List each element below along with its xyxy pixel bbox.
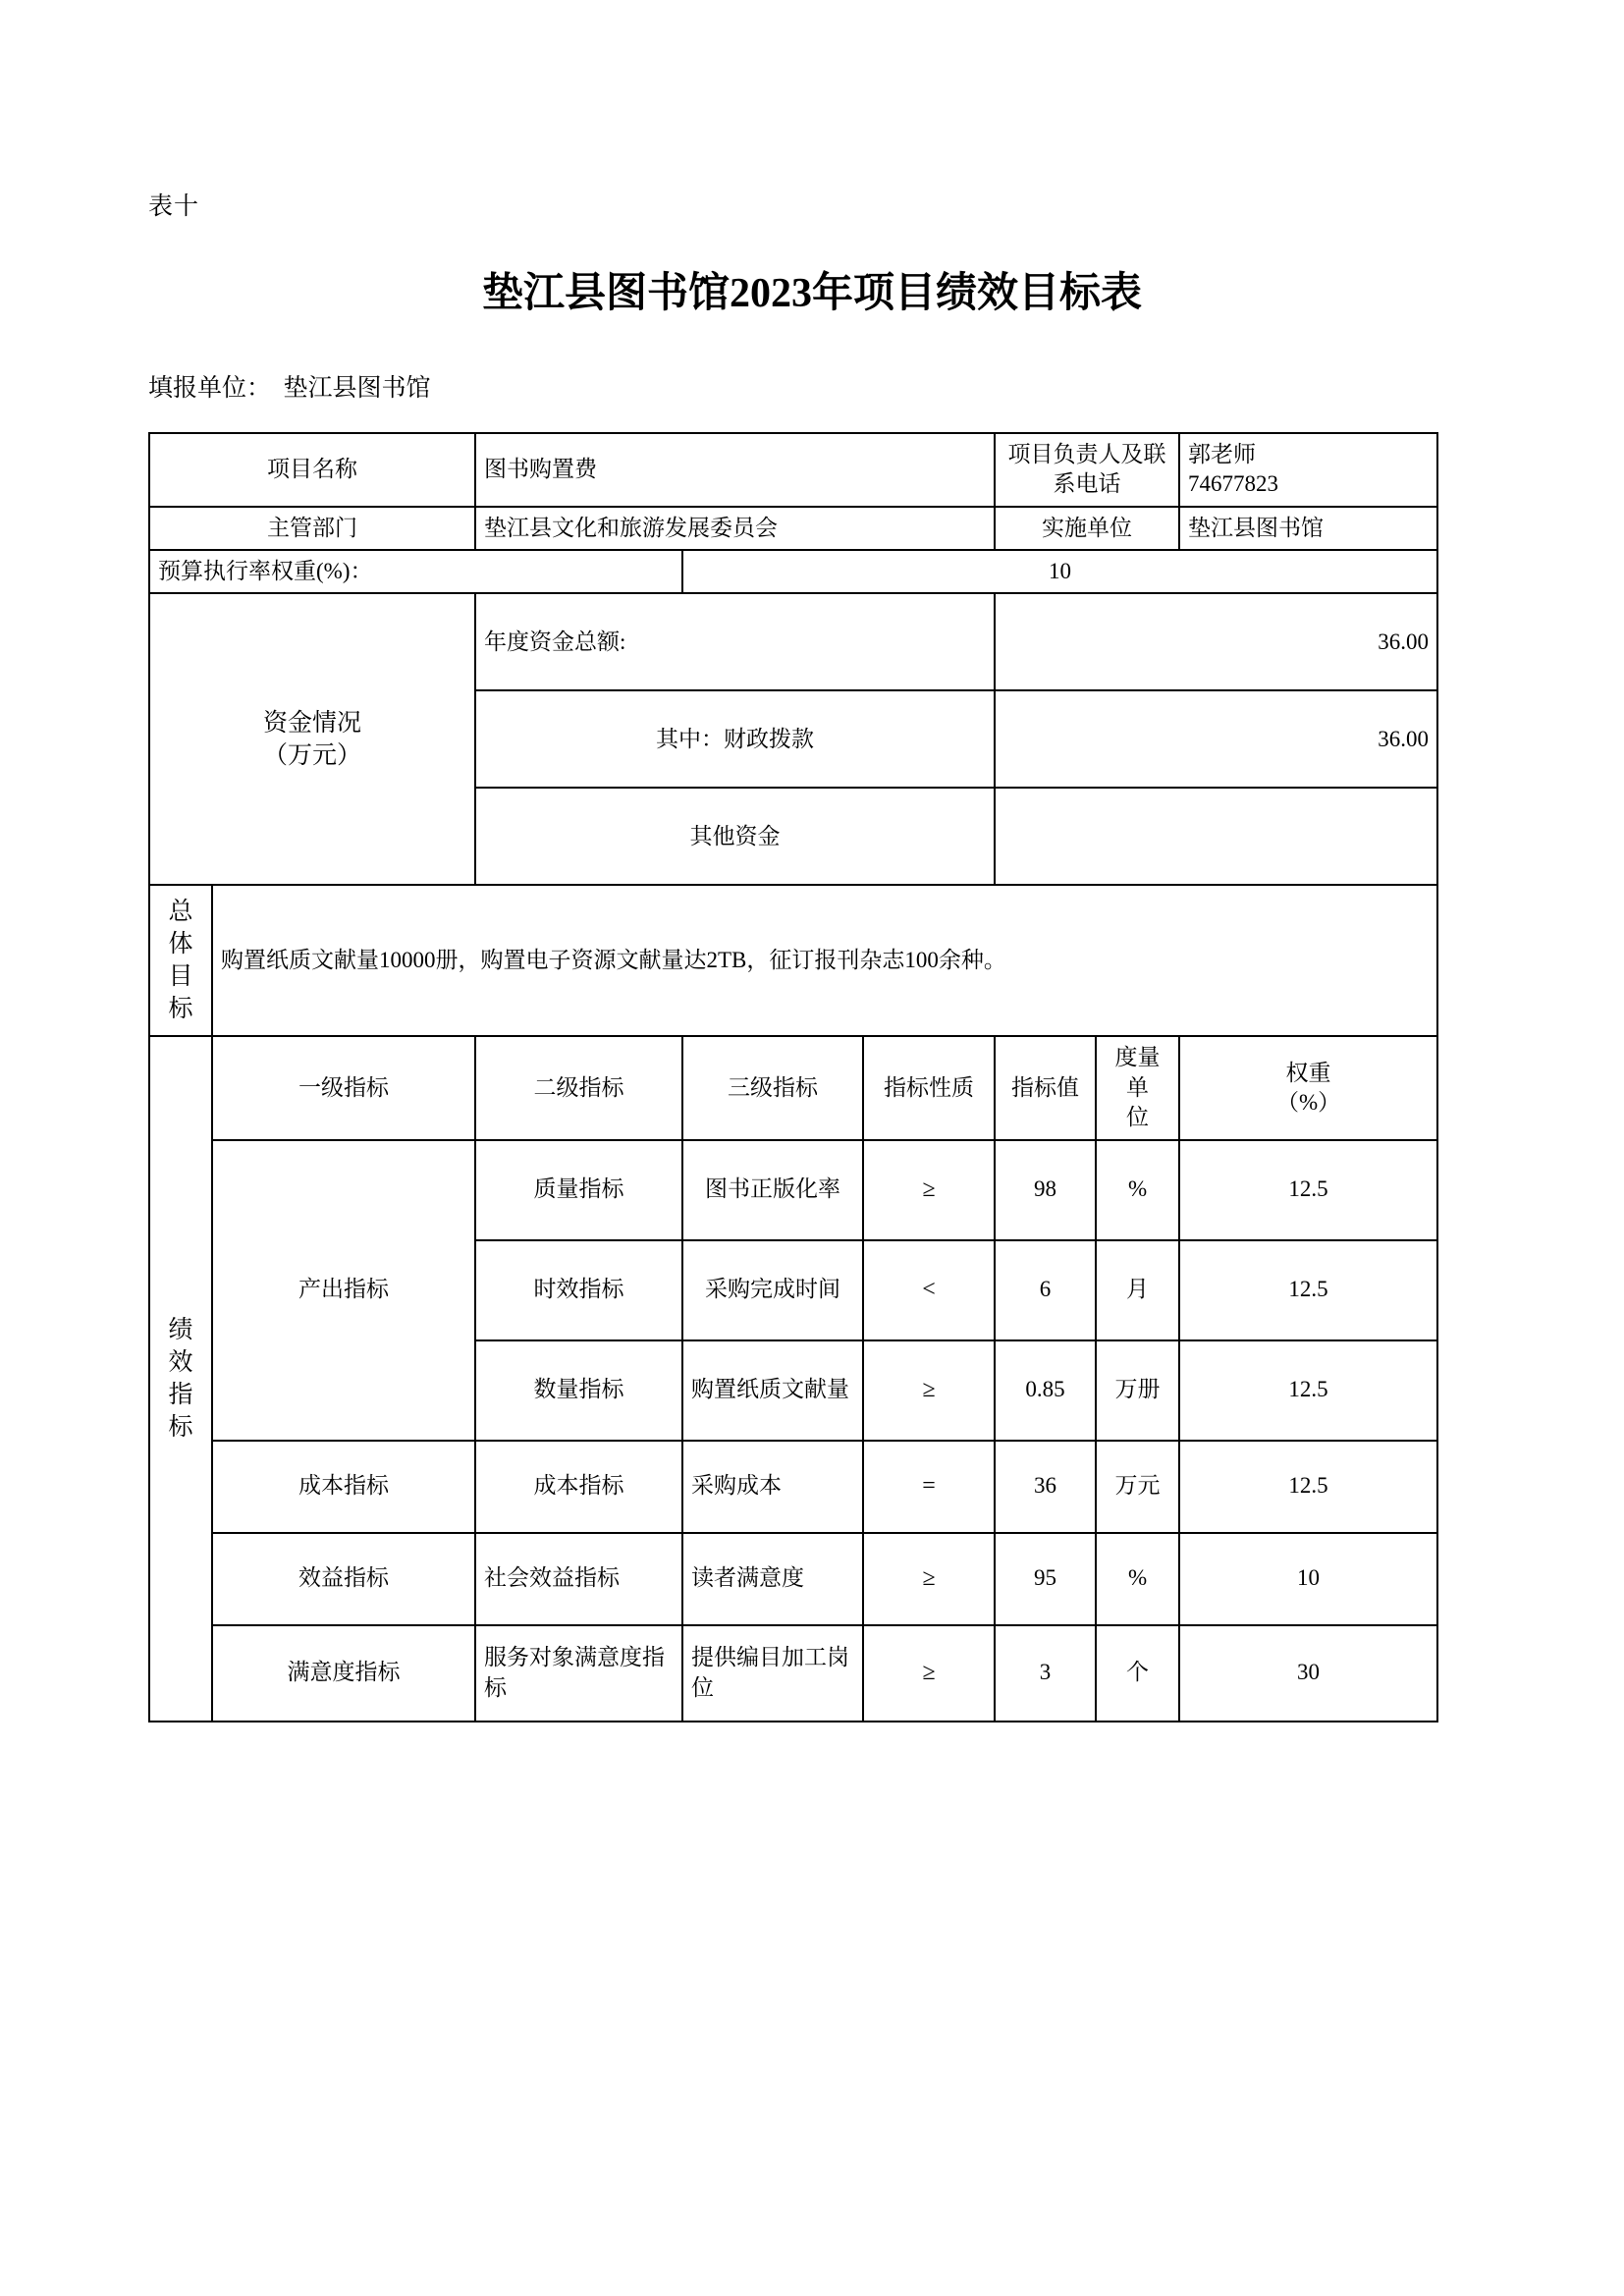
funds-section-label <box>149 593 475 885</box>
indicator-level3-0-2: 购置纸质文献量 <box>682 1340 863 1441</box>
table-row-department <box>149 507 1437 550</box>
header-nature: 指标性质 <box>863 1036 995 1139</box>
header-unit-line-1: 度量单 <box>1114 1045 1161 1100</box>
project-name-value: 图书购置费 <box>475 433 995 507</box>
budget-rate-value: 10 <box>682 550 1437 593</box>
indicator-nature-0-1: < <box>863 1240 995 1340</box>
header-level3: 三级指标 <box>682 1036 863 1139</box>
performance-target-table <box>148 432 1438 1722</box>
owner-value <box>1179 433 1437 507</box>
indicator-unit-0-2: 万册 <box>1096 1340 1179 1441</box>
header-weight <box>1179 1036 1437 1139</box>
indicator-level3-0-0: 图书正版化率 <box>682 1140 863 1240</box>
header-level2: 二级指标 <box>475 1036 682 1139</box>
overall-goal-label <box>149 885 212 1036</box>
header-value: 指标值 <box>995 1036 1096 1139</box>
dept-value: 垫江县文化和旅游发展委员会 <box>475 507 995 550</box>
indicator-value-0-2: 0.85 <box>995 1340 1096 1441</box>
indicator-level2-0-0: 质量指标 <box>475 1140 682 1240</box>
table-row-indicator-header <box>149 1036 1437 1139</box>
indicator-weight-0-0: 12.5 <box>1179 1140 1437 1240</box>
project-name-label: 项目名称 <box>149 433 475 507</box>
indicator-level3-0-1: 采购完成时间 <box>682 1240 863 1340</box>
indicator-value-0-1: 6 <box>995 1240 1096 1340</box>
indicator-weight-0-2: 12.5 <box>1179 1340 1437 1441</box>
indicator-level1-1: 成本指标 <box>212 1441 475 1533</box>
indicator-level1-3: 满意度指标 <box>212 1625 475 1722</box>
funds-label-line-2: （万元） <box>263 741 362 769</box>
indicator-value-0-0: 98 <box>995 1140 1096 1240</box>
indicator-nature-1-0: = <box>863 1441 995 1533</box>
indicator-value-3-0: 3 <box>995 1625 1096 1722</box>
indicator-nature-0-2: ≥ <box>863 1340 995 1441</box>
table-row-overall-goal <box>149 885 1437 1036</box>
funds-row-label-2: 其他资金 <box>475 788 995 885</box>
indicator-unit-0-1: 月 <box>1096 1240 1179 1340</box>
indicator-level1-2: 效益指标 <box>212 1533 475 1625</box>
table-row-budget-rate <box>149 550 1437 593</box>
fill-unit-label: 填报单位： <box>148 375 272 402</box>
performance-side-label <box>149 1036 212 1721</box>
indicator-value-1-0: 36 <box>995 1441 1096 1533</box>
funds-row-label-0: 年度资金总额: <box>475 593 995 690</box>
indicator-nature-2-0: ≥ <box>863 1533 995 1625</box>
budget-rate-label: 预算执行率权重(%)： <box>149 550 682 593</box>
table-row-project-name <box>149 433 1437 507</box>
indicator-weight-2-0: 10 <box>1179 1533 1437 1625</box>
indicator-weight-0-1: 12.5 <box>1179 1240 1437 1340</box>
fill-unit-value: 垫江县图书馆 <box>283 375 431 402</box>
indicator-weight-3-0: 30 <box>1179 1625 1437 1722</box>
owner-name: 郭老师 <box>1188 442 1257 466</box>
funds-row-value-1: 36.00 <box>995 690 1437 788</box>
indicator-level2-3-0: 服务对象满意度指标 <box>475 1625 682 1722</box>
indicator-unit-2-0: % <box>1096 1533 1179 1625</box>
header-level1: 一级指标 <box>212 1036 475 1139</box>
header-weight-line-2: （%） <box>1275 1089 1341 1115</box>
dept-label: 主管部门 <box>149 507 475 550</box>
header-weight-line-1: 权重 <box>1285 1060 1331 1085</box>
header-unit-line-2: 位 <box>1126 1105 1150 1130</box>
indicator-level3-2-0: 读者满意度 <box>682 1533 863 1625</box>
form-tag: 表十 <box>148 193 200 220</box>
overall-goal-label-text: 总体目标 <box>168 899 193 1023</box>
owner-phone: 74677823 <box>1188 471 1279 497</box>
indicator-level2-2-0: 社会效益指标 <box>475 1533 682 1625</box>
page-title: 垫江县图书馆2023年项目绩效目标表 <box>481 271 1142 316</box>
indicator-nature-3-0: ≥ <box>863 1625 995 1722</box>
header-unit <box>1096 1036 1179 1139</box>
table-row-indicator <box>149 1140 1437 1240</box>
table-row-indicator <box>149 1441 1437 1533</box>
indicator-nature-0-0: ≥ <box>863 1140 995 1240</box>
overall-goal-text: 购置纸质文献量10000册，购置电子资源文献量达2TB，征订报刊杂志100余种。 <box>212 885 1437 1036</box>
indicator-level3-3-0: 提供编目加工岗位 <box>682 1625 863 1722</box>
indicator-value-2-0: 95 <box>995 1533 1096 1625</box>
indicator-unit-0-0: % <box>1096 1140 1179 1240</box>
table-row-indicator <box>149 1533 1437 1625</box>
owner-label: 项目负责人及联系电话 <box>995 433 1179 507</box>
funds-row-value-2 <box>995 788 1437 885</box>
funds-label-line-1: 资金情况 <box>263 709 362 737</box>
indicator-unit-1-0: 万元 <box>1096 1441 1179 1533</box>
funds-row-label-1: 其中：财政拨款 <box>475 690 995 788</box>
indicator-level2-0-2: 数量指标 <box>475 1340 682 1441</box>
impl-unit-value: 垫江县图书馆 <box>1179 507 1437 550</box>
indicator-level1-0: 产出指标 <box>212 1140 475 1441</box>
indicator-level2-1-0: 成本指标 <box>475 1441 682 1533</box>
performance-side-label-text: 绩效指标 <box>168 1316 193 1441</box>
indicator-unit-3-0: 个 <box>1096 1625 1179 1722</box>
table-row-indicator <box>149 1625 1437 1722</box>
fill-unit-line <box>148 368 431 404</box>
indicator-weight-1-0: 12.5 <box>1179 1441 1437 1533</box>
impl-unit-label: 实施单位 <box>995 507 1179 550</box>
table-row-funds-total <box>149 593 1437 690</box>
indicator-level3-1-0: 采购成本 <box>682 1441 863 1533</box>
indicator-level2-0-1: 时效指标 <box>475 1240 682 1340</box>
funds-row-value-0: 36.00 <box>995 593 1437 690</box>
